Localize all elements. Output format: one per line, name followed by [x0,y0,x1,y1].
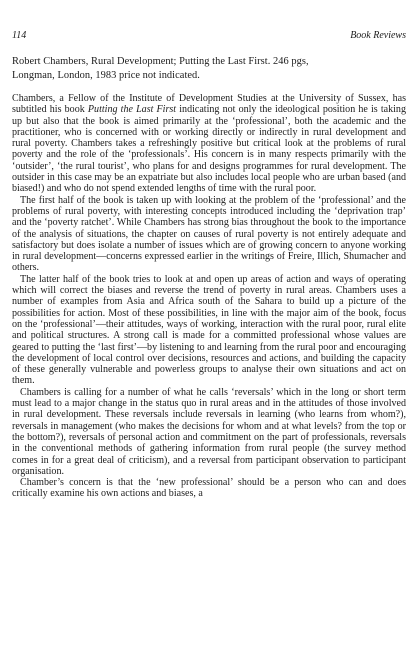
paragraph-3: The latter half of the book tries to look at and open up areas of action and ways of operating which will correct the biases and reverse the trend of poverty in rural areas. Chambers uses a number of examples from Asia and Africa south of the Sahara to build up a picture of the possibilities for action. Most of these possibilities, in line with the major aim of the book, focus on the ‘professional’—their attitudes, ways of working, interaction with the rural poor, rural elite and political structures. A strong call is made for a committed professional whose values are geared to putting the ‘last first’—by listening to and learning from the rural poor and encouraging the development of local control over decisions, resources and actions, and building the capacity of these generally vulnerable and powerless groups to analyse their own situations and act on them. [12,273,406,387]
citation-line-2: Longman, London, 1983 price not indicated. [12,70,200,81]
book-subtitle: Putting the Last First [87,104,177,116]
paragraph-1-end: indicating not only the ideological position he is taking up but also that the book is aimed primarily at the ‘professional’, both the academic and the practitioner, who is concerned with or working directly or indirectly in rural development and rural poverty. Chambers takes a refreshingly positive but critical look at the problems of rural poverty and the role of the ‘professionals’. His concern is in many respects primarily with the ‘outsider’, ‘the rural tourist’, who plans for and designs programmes for rural development. The outsider in this case may be an expatriate but also includes local people who are urban based (and biased!) and who do not spend extended lengths of time with the rural poor. [12,104,406,195]
paragraph-4: Chambers is calling for a number of what he calls ‘reversals’ which in the long or short term must lead to a major change in the status quo in rural areas and in the attitudes of those involved in rural development. These reversals include reversals in learning (who learns from whom?), reversals in management (who makes the decisions for whom and at what levels? from the top or the bottom?), reversals of personal action and commitment on the part of professionals, reversals in the conventional methods of gathering information from rural people (the survey method comes in for a great deal of criticism), and a reversal from participant observation to participant organisation. [12,386,406,477]
paragraph-1-start: Chambers, a Fellow of the Institute of Development Studies at the University of Sussex, has subtitled his book [12,93,406,116]
book-citation [12,55,404,83]
page-number: 114 [12,30,27,41]
paragraph-1 [12,93,406,195]
review-body [12,93,406,500]
paragraph-5: Chamber’s concern is that the ‘new professional’ should be a person who can and does critically examine his own actions and biases, a [12,477,406,500]
running-header: Book Reviews [350,30,406,41]
citation-line-1: Robert Chambers, Rural Development; Putting the Last First. 246 pgs, [12,56,309,67]
paragraph-2: The first half of the book is taken up with looking at the problem of the ‘professional’ and the problems of rural poverty, with interesting concepts introduced including the ‘deprivation trap’ and the ‘poverty ratchet’. While Chambers has strong bias throughout the book to the importance of the analysis of situations, the chapter on causes of rural poverty is not entirely adequate and satisfactory but does isolate a number of issues which are of growing concern to anyone working in rural development—concerns expressed earlier in the writings of Freire, Illich, Shumacher and others. [12,194,406,274]
